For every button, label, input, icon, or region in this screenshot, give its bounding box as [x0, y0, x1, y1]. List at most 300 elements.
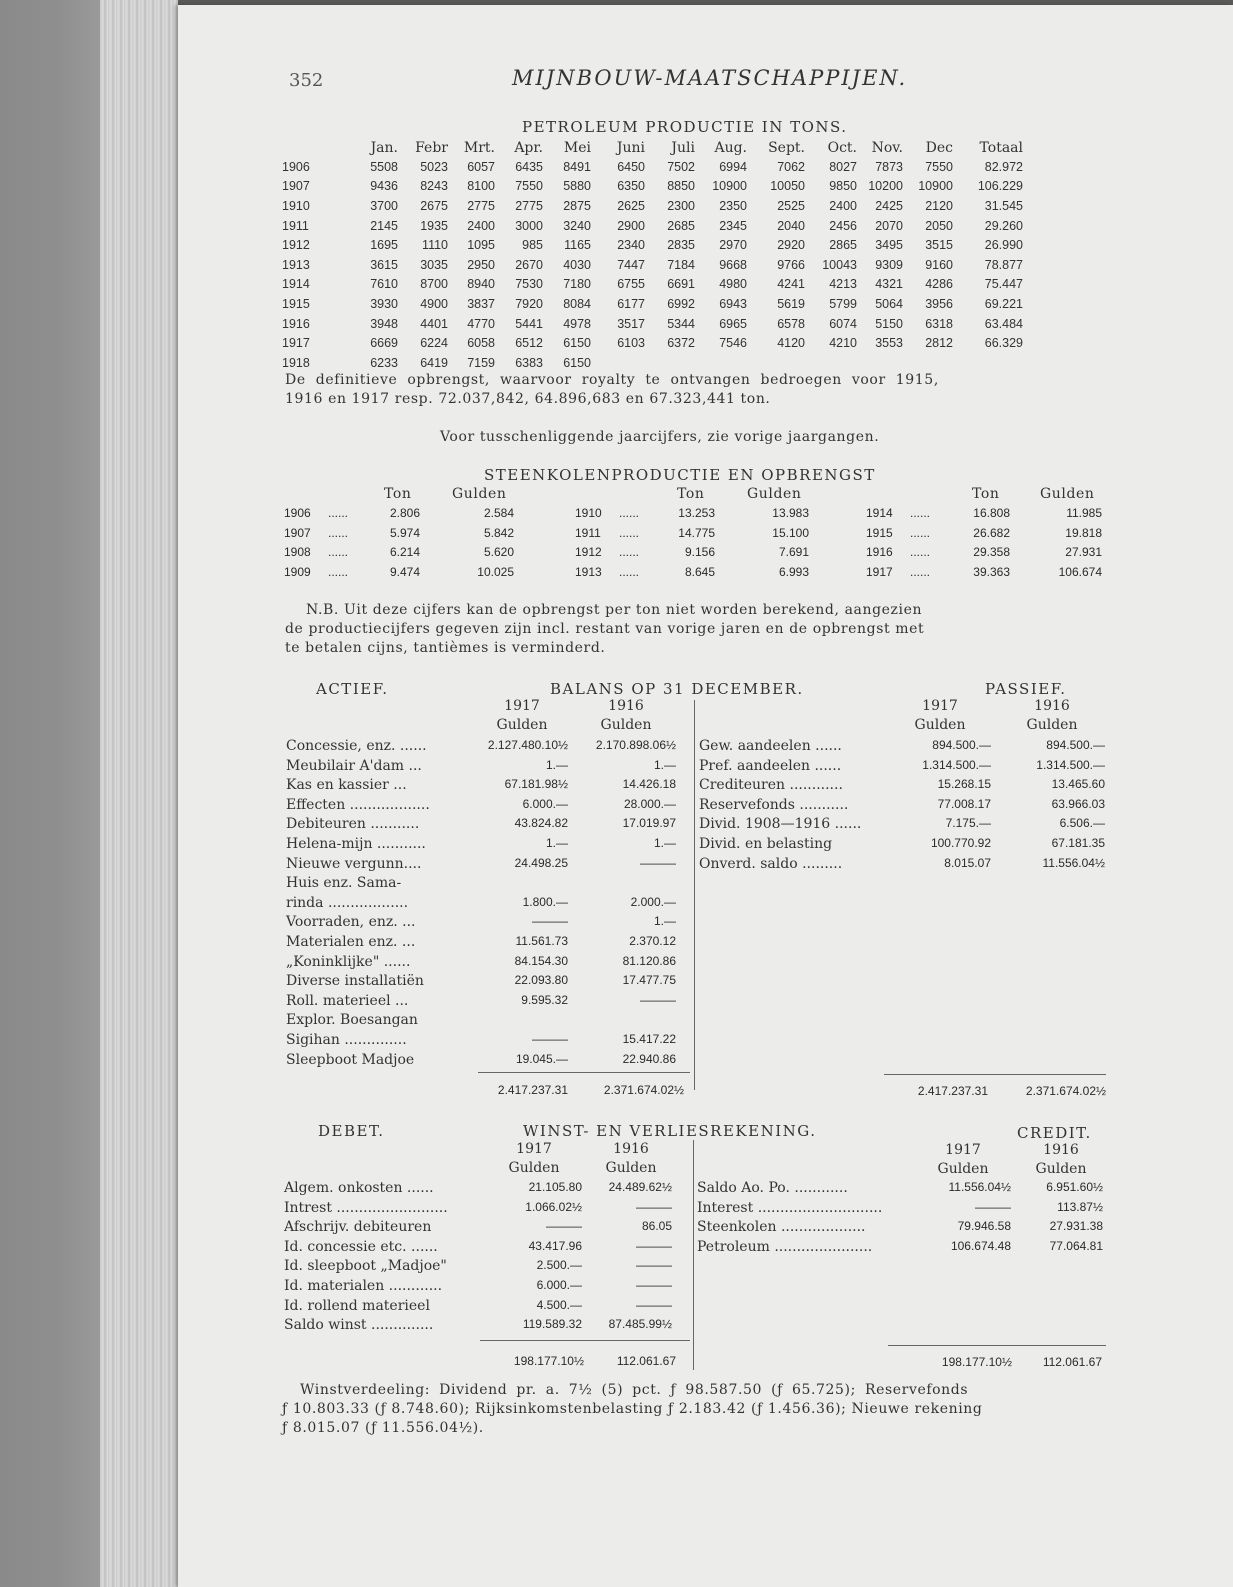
value-cell: 9309	[875, 257, 903, 272]
value-cell: 1935	[420, 218, 448, 233]
credit-total-rule	[888, 1345, 1106, 1346]
coal-gulden-value: 15.100	[772, 525, 809, 540]
credit-row-label: Saldo Ao. Po. ............	[697, 1180, 848, 1196]
value-cell: 6103	[617, 336, 645, 351]
coal-leader-dots: ......	[619, 564, 640, 579]
value-cell: 2050	[925, 218, 953, 233]
debet-value-1916: 24.489.62½	[608, 1180, 672, 1194]
debet-value-1916: 86.05	[641, 1219, 672, 1234]
value-cell: 7873	[875, 159, 903, 174]
nb-line1: N.B. Uit deze cijfers kan de opbrengst per ton niet worden berekend, aangezien	[306, 602, 923, 618]
coal-year: 1916	[866, 545, 893, 559]
value-cell: 7610	[370, 277, 398, 292]
debet-year-1917: 1917	[516, 1141, 552, 1157]
value-cell: 9766	[777, 257, 805, 272]
value-cell: 5799	[829, 296, 857, 311]
value-cell: 66.329	[984, 336, 1023, 351]
coal-year: 1907	[284, 525, 311, 540]
value-cell: 63.484	[984, 316, 1023, 331]
value-cell: 5023	[420, 159, 448, 174]
debet-value-1917: 119.589.32	[522, 1317, 582, 1332]
coal-col-gulden: Gulden	[1040, 486, 1095, 502]
value-cell: 3553	[875, 336, 903, 351]
running-title: MIJNBOUW-MAATSCHAPPIJEN.	[512, 66, 908, 90]
value-cell: 69.221	[984, 296, 1023, 311]
year-cell: 1915	[282, 296, 310, 311]
petroleum-col-header: Mei	[563, 139, 591, 156]
actief-currency-1916: Gulden	[600, 717, 652, 733]
credit-value-1916: 6.951.60½	[1046, 1180, 1103, 1194]
coal-ton-value: 13.253	[678, 506, 715, 520]
value-cell: 2120	[925, 198, 953, 213]
value-cell	[805, 353, 857, 373]
value-cell: 1110	[422, 238, 448, 253]
value-cell: 3035	[420, 257, 448, 272]
value-cell: 6994	[719, 159, 747, 174]
debet-currency-1916: Gulden	[605, 1160, 657, 1176]
value-cell: 4980	[719, 277, 747, 292]
value-cell: 4210	[829, 336, 857, 351]
petroleum-col-header: Sept.	[768, 139, 805, 156]
value-cell: 2400	[829, 198, 857, 213]
coal-year: 1912	[575, 545, 602, 559]
actief-row-label: Roll. materieel ...	[286, 992, 409, 1009]
value-cell: 3515	[925, 238, 953, 253]
value-cell: 2340	[617, 238, 645, 253]
value-cell: 6383	[515, 355, 543, 370]
credit-value-1917: 11.556.04½	[948, 1180, 1011, 1194]
value-cell: 2670	[515, 257, 543, 272]
coal-col-ton: Ton	[677, 486, 705, 502]
credit-value-1917: ———	[975, 1199, 1011, 1214]
coal-leader-dots: ......	[910, 506, 931, 520]
actief-row-label: Nieuwe vergunn....	[286, 855, 422, 872]
value-cell: 6318	[925, 316, 953, 331]
value-cell: 985	[522, 238, 543, 253]
pl-title: WINST- EN VERLIESREKENING.	[523, 1122, 817, 1140]
value-cell	[645, 353, 695, 373]
value-cell: 3956	[925, 296, 953, 311]
actief-value-1916: 15.417.22	[622, 1032, 676, 1046]
passief-value-1917: 8.015.07	[944, 855, 991, 870]
value-cell: 6965	[719, 316, 747, 331]
value-cell: 1095	[467, 238, 495, 253]
coal-gulden-value: 106.674	[1058, 564, 1102, 579]
value-cell: 2145	[370, 218, 398, 233]
value-cell: 6074	[829, 316, 857, 331]
petroleum-row	[282, 196, 1023, 216]
value-cell: 6943	[719, 296, 747, 311]
value-cell: 6578	[777, 316, 805, 331]
value-cell: 5880	[563, 179, 591, 194]
petroleum-col-header: Oct.	[827, 139, 857, 156]
coal-ton-value: 2.806	[389, 506, 420, 520]
value-cell: 8940	[467, 277, 495, 292]
actief-row-label: Concessie, enz. ......	[286, 738, 427, 754]
value-cell: 2865	[829, 238, 857, 253]
value-cell: 6372	[667, 336, 695, 351]
petroleum-table	[282, 138, 1023, 373]
coal-gulden-value: 13.983	[772, 506, 809, 520]
coal-gulden-value: 7.691	[778, 545, 809, 559]
value-cell: 4241	[777, 277, 805, 292]
value-cell: 1165	[564, 238, 591, 253]
credit-row-label: Interest ............................	[697, 1199, 883, 1216]
passief-row-label: Divid. 1908—1916 ......	[699, 816, 862, 833]
actief-row-label: Effecten ..................	[286, 796, 430, 813]
value-cell: 8243	[420, 179, 448, 194]
coal-leader-dots: ......	[619, 506, 640, 520]
actief-value-1917: 2.127.480.10½	[487, 738, 568, 752]
petroleum-row	[282, 275, 1023, 295]
debet-year-1916: 1916	[613, 1141, 649, 1157]
value-cell: 6058	[467, 336, 495, 351]
credit-row-label: Petroleum ......................	[697, 1238, 873, 1255]
petroleum-header-row	[282, 138, 1023, 157]
debet-value-1916: ———	[636, 1297, 672, 1312]
passief-row-label: Divid. en belasting	[699, 836, 833, 852]
credit-heading: CREDIT.	[1017, 1124, 1092, 1142]
actief-value-1917: 6.000.—	[522, 796, 568, 811]
value-cell: 2345	[719, 218, 747, 233]
value-cell: 75.447	[984, 277, 1023, 292]
credit-year-1916: 1916	[1043, 1142, 1079, 1158]
value-cell: 7447	[617, 257, 645, 272]
value-cell: 5508	[370, 159, 398, 174]
coal-year: 1906	[284, 506, 311, 520]
passief-value-1917: 894.500.—	[932, 738, 991, 752]
value-cell: 31.545	[984, 198, 1023, 213]
value-cell: 4213	[829, 277, 857, 292]
petroleum-row	[282, 177, 1023, 197]
value-cell: 6435	[515, 159, 543, 174]
actief-value-1917: 1.—	[545, 757, 568, 772]
passief-value-1916: 894.500.—	[1046, 738, 1105, 752]
coal-gulden-value: 27.931	[1065, 545, 1102, 559]
actief-value-1916: 2.000.—	[630, 894, 676, 909]
value-cell: 7920	[515, 296, 543, 311]
value-cell: 7159	[467, 355, 495, 370]
value-cell: 3000	[515, 218, 543, 233]
debet-value-1916: ———	[636, 1258, 672, 1273]
value-cell: 29.260	[984, 218, 1023, 233]
coal-leader-dots: ......	[328, 506, 349, 520]
credit-currency-1916: Gulden	[1035, 1161, 1087, 1177]
coal-leader-dots: ......	[910, 525, 931, 540]
value-cell: 2525	[777, 198, 805, 213]
debet-row-label: Afschrijv. debiteuren	[284, 1219, 432, 1236]
value-cell: 106.229	[977, 179, 1023, 194]
actief-row-label: rinda ..................	[286, 894, 409, 911]
value-cell: 9436	[370, 179, 398, 194]
passief-value-1917: 100.770.92	[930, 836, 991, 850]
nb-line3: te betalen cijns, tantièmes is verminderd.	[285, 640, 606, 656]
value-cell: 6233	[370, 355, 398, 370]
coal-leader-dots: ......	[619, 525, 640, 540]
debet-row-label: Algem. onkosten ......	[284, 1180, 434, 1196]
pl-divider	[693, 1140, 694, 1370]
passief-value-1916: 6.506.—	[1059, 816, 1105, 831]
year-cell: 1914	[282, 277, 310, 292]
value-cell: 2400	[467, 218, 495, 233]
value-cell: 9850	[829, 179, 857, 194]
value-cell: 2425	[875, 198, 903, 213]
value-cell: 2040	[777, 218, 805, 233]
value-cell: 7550	[515, 179, 543, 194]
value-cell	[857, 353, 903, 373]
value-cell: 2675	[420, 198, 448, 213]
actief-value-1917: 1.—	[545, 836, 568, 850]
debet-row-label: Intrest .........................	[284, 1199, 448, 1216]
value-cell: 3700	[370, 198, 398, 213]
see-previous-note: Voor tusschenliggende jaarcijfers, zie vorige jaargangen.	[440, 429, 880, 445]
year-cell: 1917	[282, 336, 310, 351]
actief-row-label: Sleepboot Madjoe	[286, 1051, 415, 1068]
actief-row-label: Voorraden, enz. ...	[286, 914, 416, 931]
passief-row-label: Reservefonds ...........	[699, 796, 849, 813]
debet-value-1917: ———	[546, 1219, 582, 1234]
value-cell: 4321	[875, 277, 903, 292]
value-cell: 7550	[925, 159, 953, 174]
value-cell: 10050	[770, 179, 805, 194]
actief-row-label: Materialen enz. ...	[286, 934, 416, 950]
passief-row-label: Pref. aandeelen ......	[699, 757, 842, 774]
value-cell: 78.877	[984, 257, 1023, 272]
actief-heading: ACTIEF.	[316, 680, 389, 698]
debet-total-1917: 198.177.10½	[513, 1354, 584, 1368]
passief-row-label: Onverd. saldo .........	[699, 855, 843, 872]
year-cell: 1906	[282, 159, 310, 174]
petroleum-row	[282, 216, 1023, 236]
value-cell: 2070	[875, 218, 903, 233]
passief-heading: PASSIEF.	[985, 680, 1067, 698]
value-cell: 2350	[719, 198, 747, 213]
coal-leader-dots: ......	[910, 564, 931, 579]
actief-value-1917: 9.595.32	[521, 992, 568, 1007]
actief-value-1916: 1.—	[653, 836, 676, 850]
debet-value-1916: 87.485.99½	[608, 1317, 672, 1332]
value-cell: 2685	[667, 218, 695, 233]
debet-row-label: Saldo winst ..............	[284, 1317, 434, 1334]
petroleum-col-header: Febr	[415, 139, 448, 156]
actief-value-1916: 2.170.898.06½	[595, 738, 676, 752]
balance-title: BALANS OP 31 DECEMBER.	[550, 680, 804, 698]
actief-value-1916: 1.—	[653, 914, 676, 929]
petroleum-col-header: Apr.	[514, 139, 543, 156]
actief-value-1916: 14.426.18	[622, 777, 676, 792]
value-cell: 8100	[467, 179, 495, 194]
value-cell: 3517	[617, 316, 645, 331]
credit-value-1917: 79.946.58	[957, 1219, 1011, 1234]
petroleum-row	[282, 235, 1023, 255]
value-cell: 10900	[712, 179, 747, 194]
debet-value-1917: 2.500.—	[536, 1258, 582, 1273]
year-cell: 1910	[282, 198, 310, 213]
passief-value-1917: 1.314.500.—	[922, 757, 991, 772]
debet-total-1916: 112.061.67	[616, 1354, 676, 1368]
coal-leader-dots: ......	[328, 525, 349, 540]
actief-row-label: Huis enz. Sama-	[286, 875, 402, 892]
value-cell: 10043	[822, 257, 857, 272]
value-cell: 8850	[667, 179, 695, 194]
coal-ton-value: 9.474	[389, 564, 420, 579]
debet-value-1916: ———	[636, 1278, 672, 1292]
value-cell: 2775	[515, 198, 543, 213]
value-cell: 5064	[875, 296, 903, 311]
value-cell: 6419	[420, 355, 448, 370]
debet-value-1916: ———	[636, 1238, 672, 1253]
value-cell: 7062	[777, 159, 805, 174]
coal-gulden-value: 6.993	[778, 564, 809, 579]
debet-heading: DEBET.	[318, 1122, 385, 1140]
coal-gulden-value: 19.818	[1065, 525, 1102, 540]
actief-value-1917: 1.800.—	[522, 894, 568, 909]
coal-leader-dots: ......	[328, 545, 349, 559]
coal-year: 1915	[866, 525, 893, 540]
actief-value-1917: ———	[532, 1032, 568, 1046]
passief-year-1916: 1916	[1034, 698, 1070, 714]
debet-row-label: Id. concessie etc. ......	[284, 1238, 438, 1255]
actief-value-1916: ———	[640, 992, 676, 1007]
coal-ton-value: 8.645	[684, 564, 715, 579]
coal-ton-value: 29.358	[973, 545, 1010, 559]
nb-line2: de productiecijfers gegeven zijn incl. restant van vorige jaren en de opbrengst met	[285, 621, 925, 637]
value-cell: 3948	[370, 316, 398, 331]
actief-row-label: Sigihan ..............	[286, 1032, 407, 1048]
coal-leader-dots: ......	[910, 545, 931, 559]
value-cell: 2970	[719, 238, 747, 253]
actief-value-1917: 11.561.73	[515, 934, 568, 948]
actief-year-1916: 1916	[608, 698, 644, 714]
actief-value-1916: ———	[640, 855, 676, 870]
actief-year-1917: 1917	[504, 698, 540, 714]
page-number: 352	[289, 70, 324, 91]
value-cell: 5344	[667, 316, 695, 331]
coal-gulden-value: 11.985	[1066, 506, 1102, 520]
value-cell: 6057	[467, 159, 495, 174]
credit-total-1917: 198.177.10½	[941, 1355, 1012, 1369]
year-cell: 1912	[282, 238, 310, 253]
actief-row-label: Debiteuren ...........	[286, 816, 420, 833]
passief-row-label: Gew. aandeelen ......	[699, 738, 842, 754]
actief-value-1917: 67.181.98½	[504, 777, 568, 792]
coal-gulden-value: 5.842	[483, 525, 514, 540]
actief-total-rule	[478, 1072, 690, 1073]
petroleum-row	[282, 157, 1023, 177]
value-cell: 82.972	[984, 159, 1023, 174]
debet-value-1917: 6.000.—	[536, 1278, 582, 1292]
value-cell: 5441	[515, 316, 543, 331]
value-cell	[695, 353, 747, 373]
value-cell: 6691	[667, 277, 695, 292]
coal-gulden-value: 2.584	[483, 506, 514, 520]
coal-ton-value: 9.156	[684, 545, 715, 559]
passief-value-1916: 67.181.35	[1051, 836, 1105, 850]
book-background	[0, 0, 100, 1587]
coal-ton-value: 39.363	[973, 564, 1010, 579]
passief-value-1917: 77.008.17	[937, 796, 991, 811]
value-cell: 6150	[563, 355, 591, 370]
winstverdeeling-line1: Winstverdeeling: Dividend pr. a. 7½ (5) pct. ƒ 98.587.50 (ƒ 65.725); Reservefonds	[300, 1382, 969, 1398]
value-cell: 8027	[829, 159, 857, 174]
value-cell: 6992	[667, 296, 695, 311]
value-cell: 5619	[777, 296, 805, 311]
value-cell: 4978	[563, 316, 591, 331]
value-cell: 3615	[370, 257, 398, 272]
value-cell	[953, 353, 1023, 373]
actief-value-1916: 17.019.97	[622, 816, 676, 831]
passief-value-1917: 7.175.—	[945, 816, 991, 831]
value-cell: 9668	[719, 257, 747, 272]
balance-divider	[694, 700, 695, 1090]
petroleum-col-header: Juni	[616, 139, 645, 156]
coal-ton-value: 16.808	[973, 506, 1010, 520]
coal-col-ton: Ton	[384, 486, 412, 502]
actief-row-label: Diverse installatiën	[286, 973, 424, 990]
passief-total-1916: 2.371.674.02½	[1025, 1084, 1106, 1098]
petroleum-col-header: Totaal	[979, 139, 1023, 156]
actief-row-label: Meubilair A'dam ...	[286, 757, 422, 774]
actief-value-1917: ———	[532, 914, 568, 929]
actief-value-1916: 17.477.75	[622, 973, 676, 988]
passief-value-1916: 63.966.03	[1051, 796, 1105, 811]
value-cell	[903, 353, 953, 373]
value-cell: 7502	[667, 159, 695, 174]
coal-title: STEENKOLENPRODUCTIE EN OPBRENGST	[484, 466, 876, 484]
coal-year: 1908	[284, 545, 311, 559]
coal-leader-dots: ......	[328, 564, 349, 579]
value-cell: 3837	[467, 296, 495, 311]
page-edges	[100, 0, 180, 1587]
debet-row-label: Id. rollend materieel	[284, 1297, 430, 1314]
coal-col-ton: Ton	[972, 486, 1000, 502]
value-cell: 8084	[563, 296, 591, 311]
value-cell: 6177	[617, 296, 645, 311]
value-cell: 9160	[925, 257, 953, 272]
petroleum-row	[282, 294, 1023, 314]
value-cell: 6755	[617, 277, 645, 292]
passief-currency-1916: Gulden	[1026, 717, 1078, 733]
petroleum-row	[282, 255, 1023, 275]
value-cell: 4030	[563, 257, 591, 272]
value-cell: 4770	[467, 316, 495, 331]
actief-row-label: „Koninklijke" ......	[286, 953, 411, 970]
passief-year-1917: 1917	[922, 698, 958, 714]
debet-currency-1917: Gulden	[508, 1160, 560, 1176]
value-cell: 2300	[667, 198, 695, 213]
value-cell: 2625	[617, 198, 645, 213]
credit-value-1916: 113.87½	[1057, 1199, 1103, 1214]
petroleum-col-header: Juli	[671, 139, 695, 156]
passief-value-1917: 15.268.15	[937, 777, 991, 792]
petroleum-note-line1: De definitieve opbrengst, waarvoor royalty te ontvangen bedroegen voor 1915,	[285, 372, 939, 388]
debet-value-1917: 4.500.—	[536, 1297, 582, 1312]
coal-year: 1913	[575, 564, 602, 579]
petroleum-col-header: Jan.	[370, 139, 398, 156]
passief-value-1916: 1.314.500.—	[1036, 757, 1105, 772]
value-cell: 2920	[777, 238, 805, 253]
actief-currency-1917: Gulden	[496, 717, 548, 733]
value-cell	[747, 353, 805, 373]
value-cell: 2875	[563, 198, 591, 213]
value-cell: 2835	[667, 238, 695, 253]
actief-total-1916: 2.371.674.02½	[603, 1083, 684, 1097]
value-cell: 2456	[829, 218, 857, 233]
actief-value-1917: 84.154.30	[514, 953, 568, 968]
actief-value-1917: 22.093.80	[514, 973, 568, 988]
coal-ton-value: 14.775	[678, 525, 715, 540]
actief-value-1916: 22.940.86	[622, 1051, 676, 1066]
